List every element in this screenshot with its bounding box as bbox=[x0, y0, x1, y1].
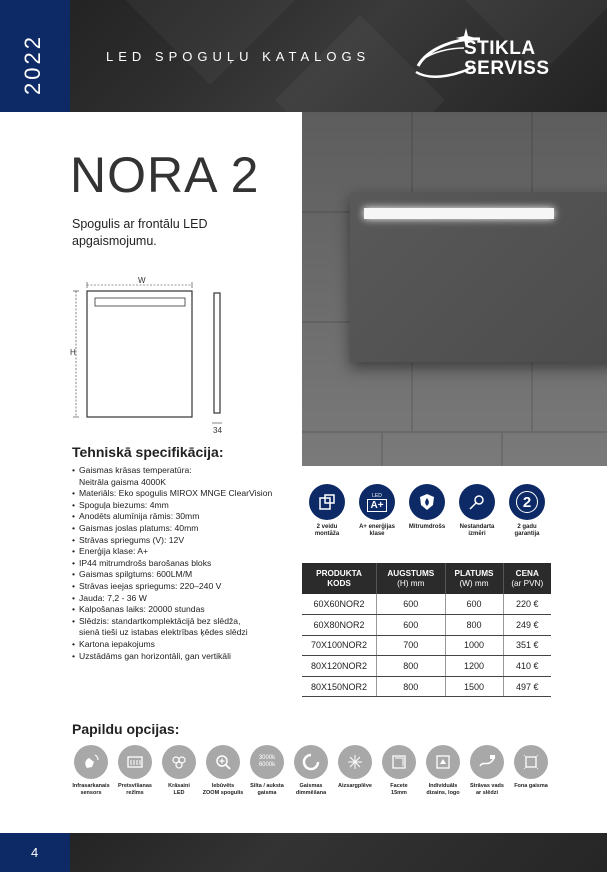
price-value: 351 € bbox=[503, 635, 551, 656]
custom-design-icon bbox=[426, 745, 460, 779]
feature-energy bbox=[352, 484, 402, 538]
option-caption: Silta / auksta bbox=[250, 783, 284, 789]
product-code: 60X60NOR2 bbox=[302, 594, 377, 615]
spec-item: • Kalpošanas laiks: 20000 stundas bbox=[72, 604, 302, 616]
energy-badge-top: LED bbox=[372, 492, 382, 499]
option-caption: Fona gaisma bbox=[514, 783, 548, 789]
warranty-badge: 2 bbox=[516, 491, 538, 513]
option-light-temperature bbox=[242, 745, 292, 796]
feature-caption: 2 veidu bbox=[316, 524, 338, 530]
depth-label: 34 bbox=[213, 426, 222, 435]
header-bottom: KODS bbox=[327, 578, 351, 588]
feature-mount bbox=[302, 484, 352, 538]
feature-caption: 2 gadu bbox=[517, 524, 537, 530]
page-number-box bbox=[0, 833, 70, 872]
width-value: 600 bbox=[445, 594, 503, 615]
spec-item: • Strāvas ieejas spriegums: 220–240 V bbox=[72, 581, 302, 593]
facet-icon bbox=[382, 745, 416, 779]
header-top: CENA bbox=[515, 568, 539, 578]
page-header bbox=[0, 0, 607, 112]
height-value: 600 bbox=[377, 594, 445, 615]
feature-caption: klase bbox=[369, 531, 385, 537]
option-sensor bbox=[66, 745, 116, 796]
header-bottom: (W) mm bbox=[459, 578, 489, 588]
table-header-row bbox=[302, 563, 551, 594]
header-top: PRODUKTA bbox=[316, 568, 362, 578]
backlight-icon bbox=[514, 745, 548, 779]
header-top: AUGSTUMS bbox=[387, 568, 435, 578]
spec-item: • IP44 mitrumdrošs barošanas bloks bbox=[72, 558, 302, 570]
feature-custom-size bbox=[452, 484, 502, 538]
header-top: PLATUMS bbox=[454, 568, 494, 578]
height-value: 700 bbox=[377, 635, 445, 656]
option-custom-design bbox=[418, 745, 468, 796]
table-row bbox=[302, 656, 551, 677]
options-title: Papildu opcijas: bbox=[72, 721, 180, 737]
spec-item: • Uzstādāms gan horizontāli, gan vertikāli bbox=[72, 651, 302, 663]
header-bottom: (ar PVN) bbox=[511, 578, 544, 588]
dimmer-icon bbox=[294, 745, 328, 779]
color-led-icon bbox=[162, 745, 196, 779]
feature-caption: Nestandarta bbox=[459, 524, 495, 530]
hand-wave-icon bbox=[74, 745, 108, 779]
mirror-dimension-drawing bbox=[62, 275, 232, 435]
spec-list bbox=[72, 465, 302, 662]
spec-item: • Jauda: 7,2 - 36 W bbox=[72, 593, 302, 605]
warranty-icon bbox=[509, 484, 545, 520]
option-caption: Strāvas vads bbox=[470, 783, 504, 789]
height-value: 600 bbox=[377, 615, 445, 636]
width-value: 1200 bbox=[445, 656, 503, 677]
product-subtitle: Spogulis ar frontālu LED apgaismojumu. bbox=[72, 217, 208, 248]
feature-waterproof bbox=[402, 484, 452, 531]
header-pattern bbox=[125, 0, 295, 85]
spec-item: • Kartona iepakojums bbox=[72, 639, 302, 651]
option-caption: dimmēšana bbox=[295, 789, 327, 796]
option-defog bbox=[110, 745, 160, 796]
feature-caption: Mitrumdrošs bbox=[408, 524, 446, 530]
table-row bbox=[302, 615, 551, 636]
spec-item: • Gaismas spilgtums: 600LM/M bbox=[72, 569, 302, 581]
table-header bbox=[503, 563, 551, 594]
spec-item: sienā tieši uz istabas elektrības ķēdes slēdzi bbox=[79, 627, 248, 638]
option-zoom bbox=[198, 745, 248, 796]
option-color-led bbox=[154, 745, 204, 796]
option-backlight bbox=[506, 745, 556, 790]
spec-item: • Gaismas joslas platums: 40mm bbox=[72, 523, 302, 535]
table-header bbox=[377, 563, 445, 594]
width-value: 1500 bbox=[445, 676, 503, 697]
logo-line-1: STIKLA bbox=[464, 38, 536, 59]
defog-icon bbox=[118, 745, 152, 779]
zoom-icon bbox=[206, 745, 240, 779]
product-code: 80X120NOR2 bbox=[302, 656, 377, 677]
price-value: 497 € bbox=[503, 676, 551, 697]
mirror-image bbox=[350, 192, 607, 362]
catalog-year: 2022 bbox=[20, 34, 45, 95]
option-caption: Pretsvīšanas bbox=[118, 783, 152, 789]
option-dimmer bbox=[286, 745, 336, 796]
option-caption: sensors bbox=[80, 789, 102, 796]
energy-badge: A+ bbox=[367, 499, 386, 512]
custom-size-icon bbox=[459, 484, 495, 520]
header-bottom: (H) mm bbox=[397, 578, 425, 588]
height-label: H bbox=[70, 348, 76, 357]
feature-caption: A+ enerģijas bbox=[359, 524, 395, 530]
option-caption: Krāsaini bbox=[168, 783, 190, 789]
option-caption: Aizsargplēve bbox=[338, 783, 372, 789]
height-value: 800 bbox=[377, 676, 445, 697]
water-drop-icon bbox=[409, 484, 445, 520]
option-caption: ZOOM spogulis bbox=[202, 789, 244, 796]
technical-drawing bbox=[62, 275, 232, 435]
option-caption: gaisma bbox=[257, 789, 277, 796]
table-row bbox=[302, 676, 551, 697]
product-photo bbox=[302, 112, 607, 466]
logo-line-2: SERVISS bbox=[464, 58, 550, 79]
spec-item: • Slēdzis: standartkomplektācijā bez slēdža, bbox=[72, 616, 302, 628]
price-value: 220 € bbox=[503, 594, 551, 615]
option-caption: Infrasarkanais bbox=[72, 783, 110, 789]
spec-item: • Anodēts alumīnija rāmis: 30mm bbox=[72, 511, 302, 523]
option-facet bbox=[374, 745, 424, 796]
spec-item: • Materiāls: Eko spogulis MIROX MNGE ClearVision bbox=[72, 488, 302, 500]
option-caption: ar slēdzi bbox=[475, 789, 498, 796]
option-caption: 15mm bbox=[391, 789, 407, 796]
page-number: 4 bbox=[31, 845, 39, 860]
price-value: 249 € bbox=[503, 615, 551, 636]
spec-item: • Gaismas krāsas temperatūra: bbox=[72, 465, 302, 477]
width-label: W bbox=[138, 276, 146, 285]
price-value: 410 € bbox=[503, 656, 551, 677]
option-caption: dizains, logo bbox=[426, 789, 460, 796]
year-box bbox=[0, 0, 70, 112]
product-code: 80X150NOR2 bbox=[302, 676, 377, 697]
price-table bbox=[302, 563, 551, 697]
page-footer bbox=[0, 833, 607, 872]
cable-switch-icon bbox=[470, 745, 504, 779]
spec-item: Neitrāla gaisma 4000K bbox=[79, 476, 166, 487]
spec-title: Tehniskā specifikācija: bbox=[72, 444, 224, 460]
table-row bbox=[302, 635, 551, 656]
temp-badge: 6000k bbox=[258, 762, 276, 768]
product-model: NORA 2 bbox=[70, 147, 260, 203]
product-code: 70X100NOR2 bbox=[302, 635, 377, 656]
product-code: 60X80NOR2 bbox=[302, 615, 377, 636]
height-value: 800 bbox=[377, 656, 445, 677]
temp-badge-top: 3000k bbox=[258, 755, 276, 761]
option-cable-switch bbox=[462, 745, 512, 796]
energy-class-icon bbox=[359, 484, 395, 520]
spec-item: • Spoguļa biezums: 4mm bbox=[72, 500, 302, 512]
feature-caption: garantija bbox=[514, 531, 540, 537]
option-caption: Individuāls bbox=[428, 783, 458, 789]
option-caption: LED bbox=[173, 789, 185, 796]
option-caption: Facete bbox=[390, 783, 408, 789]
safety-film-icon bbox=[338, 745, 372, 779]
feature-caption: montāža bbox=[314, 531, 340, 537]
light-temperature-icon bbox=[250, 745, 284, 779]
feature-caption: izmēri bbox=[468, 531, 486, 537]
option-caption: Gaismas bbox=[299, 783, 323, 789]
mount-icon bbox=[309, 484, 345, 520]
feature-icons bbox=[302, 484, 552, 546]
table-header bbox=[445, 563, 503, 594]
spec-item: • Strāvas spriegums (V): 12V bbox=[72, 535, 302, 547]
table-header bbox=[302, 563, 377, 594]
mirror-led-strip bbox=[364, 208, 554, 219]
width-value: 800 bbox=[445, 615, 503, 636]
option-caption: režīms bbox=[126, 789, 144, 796]
brand-logo bbox=[414, 22, 554, 82]
spec-item: • Enerģija klase: A+ bbox=[72, 546, 302, 558]
width-value: 1000 bbox=[445, 635, 503, 656]
table-row bbox=[302, 594, 551, 615]
feature-warranty bbox=[502, 484, 552, 538]
option-caption: Iebūvēts bbox=[211, 783, 235, 789]
catalog-title: LED SPOGUĻU KATALOGS bbox=[106, 49, 371, 64]
option-safety-film bbox=[330, 745, 380, 790]
